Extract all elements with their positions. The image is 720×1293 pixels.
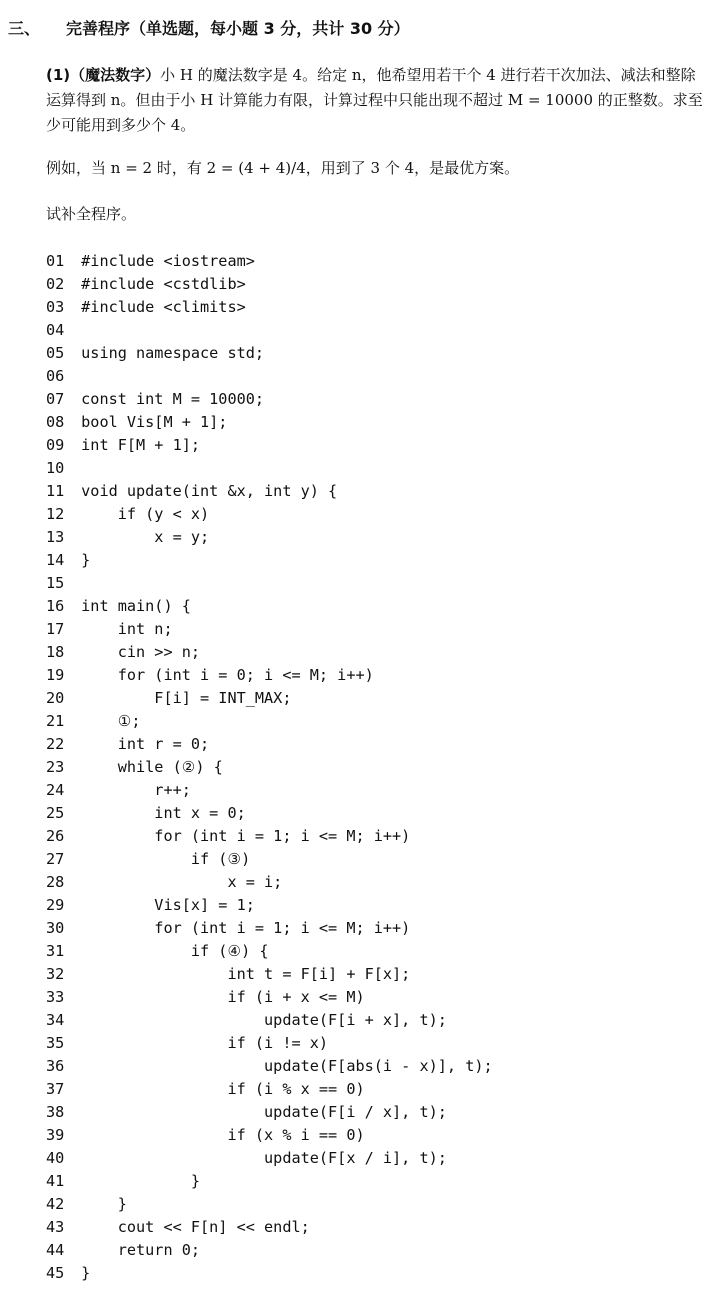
- line-text: if (④) {: [81, 942, 269, 960]
- line-text: if (y < x): [81, 505, 210, 523]
- line-number: 12: [46, 505, 65, 523]
- line-text: F[i] = INT_MAX;: [81, 689, 292, 707]
- line-number: 06: [46, 367, 65, 385]
- line-number: 08: [46, 413, 65, 431]
- code-line: [46, 434, 493, 457]
- line-number: 10: [46, 459, 65, 477]
- line-text: int F[M + 1];: [81, 436, 201, 454]
- problem-paragraph: [46, 63, 710, 138]
- line-text: update(F[abs(i - x)], t);: [81, 1057, 493, 1075]
- line-number: 39: [46, 1126, 65, 1144]
- code-line: [46, 1239, 493, 1262]
- line-text: int main() {: [81, 597, 191, 615]
- line-number: 01: [46, 252, 65, 270]
- line-number: 33: [46, 988, 65, 1006]
- code-line: [46, 917, 493, 940]
- line-text: cin >> n;: [81, 643, 201, 661]
- code-line: [46, 595, 493, 618]
- code-line: [46, 756, 493, 779]
- line-text: if (i % x == 0): [81, 1080, 365, 1098]
- code-line: [46, 618, 493, 641]
- code-line: [46, 411, 493, 434]
- line-text: for (int i = 0; i <= M; i++): [81, 666, 374, 684]
- problem-label: (1)（魔法数字）: [46, 66, 161, 84]
- code-line: [46, 802, 493, 825]
- line-number: 11: [46, 482, 65, 500]
- line-text: int r = 0;: [81, 735, 210, 753]
- line-number: 42: [46, 1195, 65, 1213]
- problem-statement: [46, 63, 710, 138]
- line-number: 20: [46, 689, 65, 707]
- line-number: 05: [46, 344, 65, 362]
- line-text: for (int i = 1; i <= M; i++): [81, 919, 411, 937]
- line-text: void update(int &x, int y) {: [81, 482, 338, 500]
- line-number: 03: [46, 298, 65, 316]
- code-line: [46, 365, 493, 388]
- code-line: [46, 641, 493, 664]
- line-number: 41: [46, 1172, 65, 1190]
- line-number: 45: [46, 1264, 65, 1282]
- code-listing: [46, 250, 493, 1285]
- line-number: 38: [46, 1103, 65, 1121]
- code-line: [46, 986, 493, 1009]
- line-number: 13: [46, 528, 65, 546]
- line-number: 02: [46, 275, 65, 293]
- code-line: [46, 1101, 493, 1124]
- code-line: [46, 848, 493, 871]
- section-title: 完善程序（单选题，每小题 3 分，共计 30 分）: [66, 19, 410, 38]
- code-line: [46, 687, 493, 710]
- line-number: 17: [46, 620, 65, 638]
- line-number: 34: [46, 1011, 65, 1029]
- line-number: 36: [46, 1057, 65, 1075]
- line-number: 19: [46, 666, 65, 684]
- line-number: 27: [46, 850, 65, 868]
- line-number: 04: [46, 321, 65, 339]
- line-number: 28: [46, 873, 65, 891]
- line-text: x = i;: [81, 873, 283, 891]
- line-text: Vis[x] = 1;: [81, 896, 255, 914]
- code-line: [46, 940, 493, 963]
- line-text: using namespace std;: [81, 344, 265, 362]
- code-line: [46, 503, 493, 526]
- code-line: [46, 549, 493, 572]
- code-line: [46, 526, 493, 549]
- section-number: 三、: [8, 19, 41, 38]
- line-text: r++;: [81, 781, 191, 799]
- line-text: int t = F[i] + F[x];: [81, 965, 411, 983]
- line-text: ①;: [81, 712, 141, 730]
- line-number: 40: [46, 1149, 65, 1167]
- code-line: [46, 319, 493, 342]
- line-number: 14: [46, 551, 65, 569]
- line-text: update(F[i + x], t);: [81, 1011, 447, 1029]
- code-line: [46, 296, 493, 319]
- code-line: [46, 342, 493, 365]
- line-number: 30: [46, 919, 65, 937]
- line-number: 15: [46, 574, 65, 592]
- code-line: [46, 273, 493, 296]
- line-number: 43: [46, 1218, 65, 1236]
- code-line: [46, 825, 493, 848]
- line-number: 25: [46, 804, 65, 822]
- line-number: 07: [46, 390, 65, 408]
- code-line: [46, 1262, 493, 1285]
- line-text: #include <cstdlib>: [81, 275, 246, 293]
- code-line: [46, 1170, 493, 1193]
- line-text: update(F[i / x], t);: [81, 1103, 447, 1121]
- line-text: #include <iostream>: [81, 252, 255, 270]
- code-line: [46, 1078, 493, 1101]
- line-text: const int M = 10000;: [81, 390, 265, 408]
- code-line: [46, 250, 493, 273]
- line-text: int x = 0;: [81, 804, 246, 822]
- code-line: [46, 1124, 493, 1147]
- line-number: 22: [46, 735, 65, 753]
- code-line: [46, 664, 493, 687]
- line-text: for (int i = 1; i <= M; i++): [81, 827, 411, 845]
- section-heading: [8, 16, 410, 39]
- code-line: [46, 733, 493, 756]
- line-text: bool Vis[M + 1];: [81, 413, 228, 431]
- line-text: if (i != x): [81, 1034, 329, 1052]
- line-number: 09: [46, 436, 65, 454]
- line-number: 16: [46, 597, 65, 615]
- line-text: if (x % i == 0): [81, 1126, 365, 1144]
- line-text: }: [81, 1172, 201, 1190]
- code-line: [46, 388, 493, 411]
- line-text: update(F[x / i], t);: [81, 1149, 447, 1167]
- line-text: }: [81, 1264, 91, 1282]
- code-line: [46, 1055, 493, 1078]
- code-line: [46, 457, 493, 480]
- line-text: }: [81, 551, 91, 569]
- line-text: int n;: [81, 620, 173, 638]
- code-line: [46, 572, 493, 595]
- problem-text: 小 H 的魔法数字是 4。给定 n，他希望用若干个 4 进行若干次加法、减法和整除运算得到 n。但由于小 H 计算能力有限，计算过程中只能出现不超过 M = 10000 的正整数。求至少可能用到多少个 4。: [46, 66, 703, 134]
- code-line: [46, 710, 493, 733]
- problem-prompt: 试补全程序。: [46, 205, 137, 223]
- line-text: cout << F[n] << endl;: [81, 1218, 310, 1236]
- code-line: [46, 871, 493, 894]
- code-line: [46, 1193, 493, 1216]
- line-number: 26: [46, 827, 65, 845]
- line-text: while (②) {: [81, 758, 223, 776]
- line-number: 29: [46, 896, 65, 914]
- code-line: [46, 894, 493, 917]
- code-line: [46, 1032, 493, 1055]
- line-number: 44: [46, 1241, 65, 1259]
- line-number: 35: [46, 1034, 65, 1052]
- code-line: [46, 1216, 493, 1239]
- code-line: [46, 963, 493, 986]
- problem-example: 例如，当 n = 2 时，有 2 = (4 + 4)/4，用到了 3 个 4，是最优方案。: [46, 159, 520, 177]
- line-text: }: [81, 1195, 127, 1213]
- line-number: 23: [46, 758, 65, 776]
- line-number: 21: [46, 712, 65, 730]
- code-line: [46, 779, 493, 802]
- code-line: [46, 480, 493, 503]
- line-number: 32: [46, 965, 65, 983]
- line-number: 18: [46, 643, 65, 661]
- line-text: if (i + x <= M): [81, 988, 365, 1006]
- code-line: [46, 1147, 493, 1170]
- code-line: [46, 1009, 493, 1032]
- line-text: x = y;: [81, 528, 210, 546]
- line-number: 24: [46, 781, 65, 799]
- line-number: 31: [46, 942, 65, 960]
- line-number: 37: [46, 1080, 65, 1098]
- line-text: return 0;: [81, 1241, 201, 1259]
- line-text: #include <climits>: [81, 298, 246, 316]
- line-text: if (③): [81, 850, 251, 868]
